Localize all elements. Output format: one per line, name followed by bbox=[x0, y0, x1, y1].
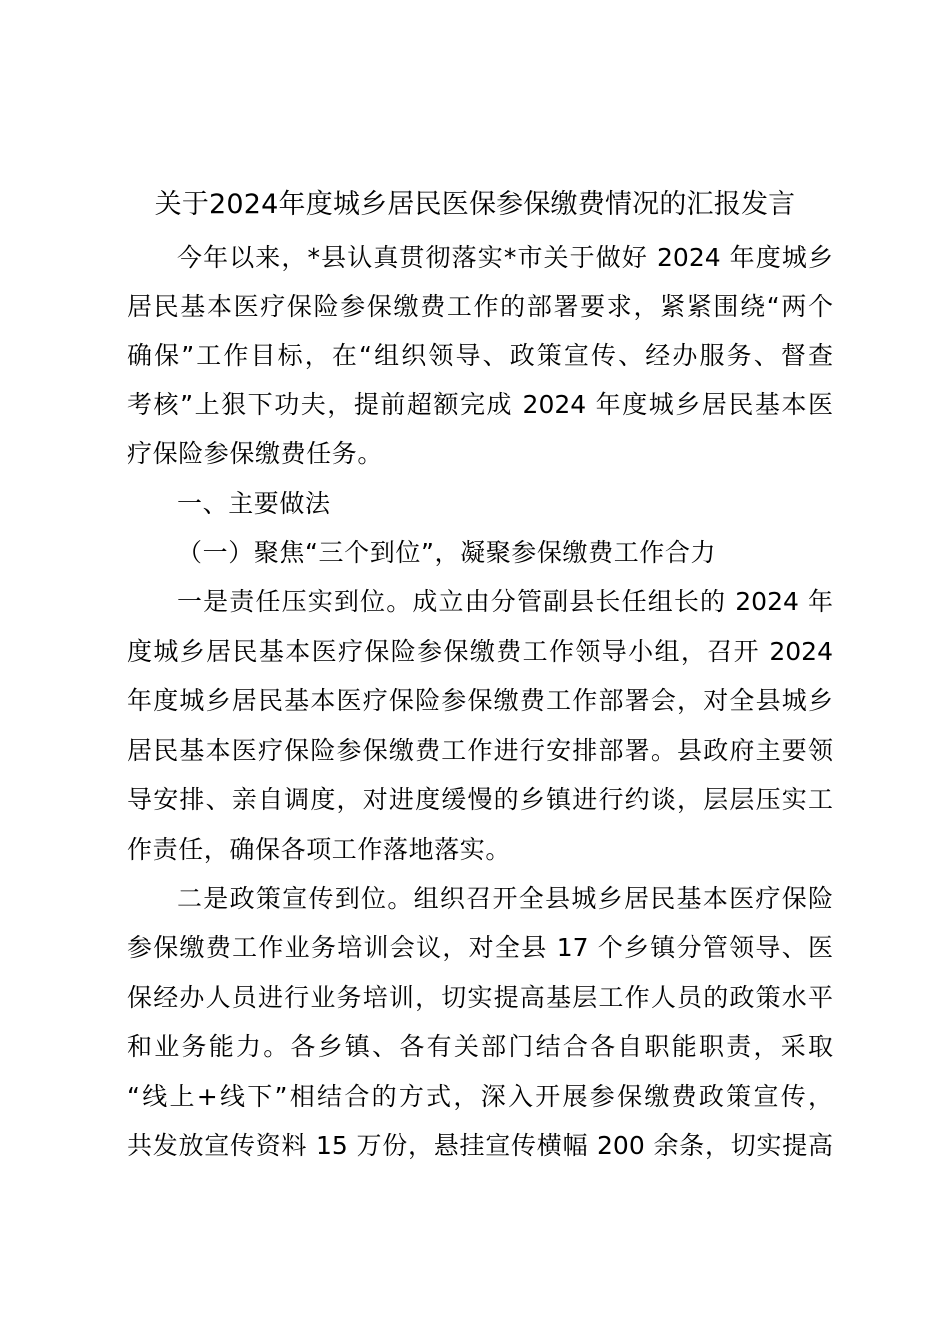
paragraph-line: 度城乡居民基本医疗保险参保缴费工作领导小组，召开 2024 bbox=[127, 637, 833, 666]
document-title: 关于2024年度城乡居民医保参保缴费情况的汇报发言 bbox=[154, 189, 796, 220]
paragraph-line: 确保”工作目标，在“组织领导、政策宣传、经办服务、督查 bbox=[127, 341, 833, 370]
paragraph-line: 考核”上狠下功夫，提前超额完成 2024 年度城乡居民基本医 bbox=[127, 390, 833, 419]
paragraph-line: 作责任，确保各项工作落地落实。 bbox=[127, 835, 512, 864]
paragraph-line: 居民基本医疗保险参保缴费工作的部署要求，紧紧围绕“两个 bbox=[127, 292, 833, 321]
section-heading: 一、主要做法 bbox=[177, 489, 331, 518]
subsection-heading: （一）聚焦“三个到位”，凝聚参保缴费工作合力 bbox=[177, 538, 717, 567]
paragraph-line: 参保缴费工作业务培训会议，对全县 17 个乡镇分管领导、医 bbox=[127, 933, 833, 962]
paragraph-line: 保经办人员进行业务培训，切实提高基层工作人员的政策水平 bbox=[127, 983, 833, 1012]
paragraph-line: 导安排、亲自调度，对进度缓慢的乡镇进行约谈，层层压实工 bbox=[127, 785, 833, 814]
paragraph-line: 一是责任压实到位。成立由分管副县长任组长的 2024 年 bbox=[177, 587, 833, 616]
paragraph-line: 年度城乡居民基本医疗保险参保缴费工作部署会，对全县城乡 bbox=[127, 686, 833, 715]
paragraph-line: 和业务能力。各乡镇、各有关部门结合各自职能职责，采取 bbox=[127, 1032, 833, 1061]
paragraph-line: 共发放宣传资料 15 万份，悬挂宣传横幅 200 余条，切实提高 bbox=[127, 1131, 833, 1160]
paragraph-line: 居民基本医疗保险参保缴费工作进行安排部署。县政府主要领 bbox=[127, 736, 833, 765]
paragraph-line: 二是政策宣传到位。组织召开全县城乡居民基本医疗保险 bbox=[177, 884, 833, 913]
paragraph-line: 疗保险参保缴费任务。 bbox=[127, 439, 384, 468]
paragraph-line: 今年以来，*县认真贯彻落实*市关于做好 2024 年度城乡 bbox=[177, 243, 833, 272]
paragraph-line: “线上+线下”相结合的方式，深入开展参保缴费政策宣传， bbox=[127, 1082, 833, 1111]
